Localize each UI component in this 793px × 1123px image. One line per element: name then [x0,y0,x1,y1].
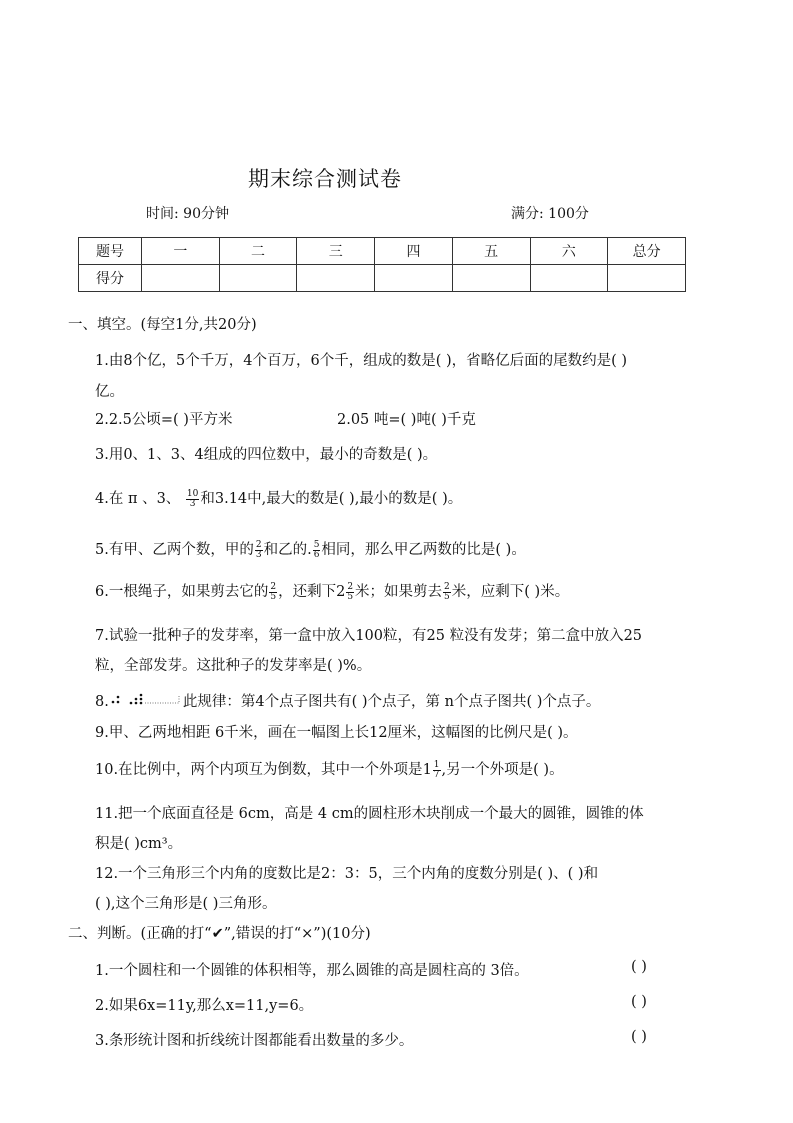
question-2b: 2.05 吨=( )吨( )千克 [337,412,476,428]
mixed-number-whole: 2 [336,584,346,600]
score-input-cell[interactable] [142,265,220,292]
score-table [78,237,686,292]
question-5: 5.有甲、乙两个数，甲的 $\frac{2}{3}$ 和乙的. $\frac{5}{6}$ 相同，那么甲乙两数的比是( )。 [95,539,526,560]
question-9: 9.甲、乙两地相距 6千米，画在一幅图上长12厘米，这幅图的比例尺是( )。 [95,725,578,741]
time-label: 时间: 90分钟 [146,206,229,222]
fraction: $\frac{2}{5}$ [444,581,450,602]
section2-heading: 二、判断。(正确的打“✔”,错误的打“×”)(10分) [68,926,371,942]
answer-paren-2[interactable]: ( ) [631,994,647,1010]
score-header-cell: 三 [297,238,375,265]
question-7-line1: 7.试验一批种子的发芽率，第一盒中放入100粒，有25 粒没有发芽；第二盒中放入25 [95,628,643,644]
question-7-line2: 粒，全部发芽。这批种子的发芽率是( )%。 [95,658,372,674]
mixed-number-whole: 1 [422,762,432,778]
page-title: 期末综合测试卷 [248,167,402,191]
question-11-line2: 积是( )cm³。 [95,836,183,852]
score-input-cell[interactable] [452,265,530,292]
score-header-cell: 六 [530,238,608,265]
fraction: $\frac{2}{3}$ [255,539,262,560]
score-row-label: 得分 [79,265,142,292]
score-header-cell: 题号 [79,238,142,265]
question-6: 6.一根绳子，如果剪去它的 $\frac{2}{5}$ ，还剩下2 $\frac{2}{5}$ 米；如果剪去 $\frac{2}{5}$ 米，应剩下( )米。 [95,581,570,602]
full-score-label: 满分: 100分 [511,206,589,222]
score-input-cell[interactable] [375,265,453,292]
fraction: $\frac{10}{3}$ [186,488,199,509]
score-input-cell[interactable] [608,265,686,292]
question-8: 8. 此规律：第4个点子图共有( )个点子，第 n个点子图共( )个点子。 [95,694,601,710]
question-12-line2: ( ),这个三角形是( )三角形。 [95,896,277,912]
score-table-header-row [79,238,686,265]
judge-item-1: 1.一个圆柱和一个圆锥的体积相等，那么圆锥的高是圆柱高的 3倍。 [95,963,529,979]
score-header-cell: 五 [452,238,530,265]
answer-paren-1[interactable]: ( ) [631,959,647,975]
question-4-post: 和3.14中,最大的数是( ),最小的数是( )。 [200,491,463,507]
judge-item-3: 3.条形统计图和折线统计图都能看出数量的多少。 [95,1033,414,1049]
question-3: 3.用0、1、3、4组成的四位数中，最小的奇数是( )。 [95,447,438,463]
question-1-line2: 亿。 [95,384,124,400]
dot-pattern-image [109,693,183,711]
question-4-pre: 4.在 π 、3、 [95,491,185,507]
question-10: 10.在比例中，两个内项互为倒数，其中一个外项是1 $\frac{1}{7}$ ,另一个外项是( )。 [95,759,564,780]
score-header-cell: 二 [219,238,297,265]
question-1-line1: 1.由8个亿，5个千万，4个百万，6个千，组成的数是( )，省略亿后面的尾数约是( ) [95,353,628,369]
answer-paren-3[interactable]: ( ) [631,1029,647,1045]
question-12-line1: 12.一个三角形三个内角的度数比是2：3：5，三个内角的度数分别是( )、( )和 [95,866,599,882]
score-input-cell[interactable] [219,265,297,292]
score-table-score-row [79,265,686,292]
question-11-line1: 11.把一个底面直径是 6cm，高是 4 cm的圆柱形木块削成一个最大的圆锥，圆锥的体 [95,806,644,822]
judge-item-2: 2.如果6x=11y,那么x=11,y=6。 [95,998,314,1014]
score-input-cell[interactable] [297,265,375,292]
score-header-cell: 一 [142,238,220,265]
score-header-cell: 四 [375,238,453,265]
section1-heading: 一、填空。(每空1分,共20分) [68,317,257,333]
fraction: $\frac{5}{6}$ [313,539,320,560]
score-input-cell[interactable] [530,265,608,292]
fraction: $\frac{1}{7}$ [433,759,440,780]
question-2a: 2.2.5公顷=( )平方米 [95,412,233,428]
score-header-cell: 总分 [608,238,686,265]
question-4 [95,487,462,509]
fraction: $\frac{2}{5}$ [270,581,277,602]
fraction: $\frac{2}{5}$ [347,581,354,602]
